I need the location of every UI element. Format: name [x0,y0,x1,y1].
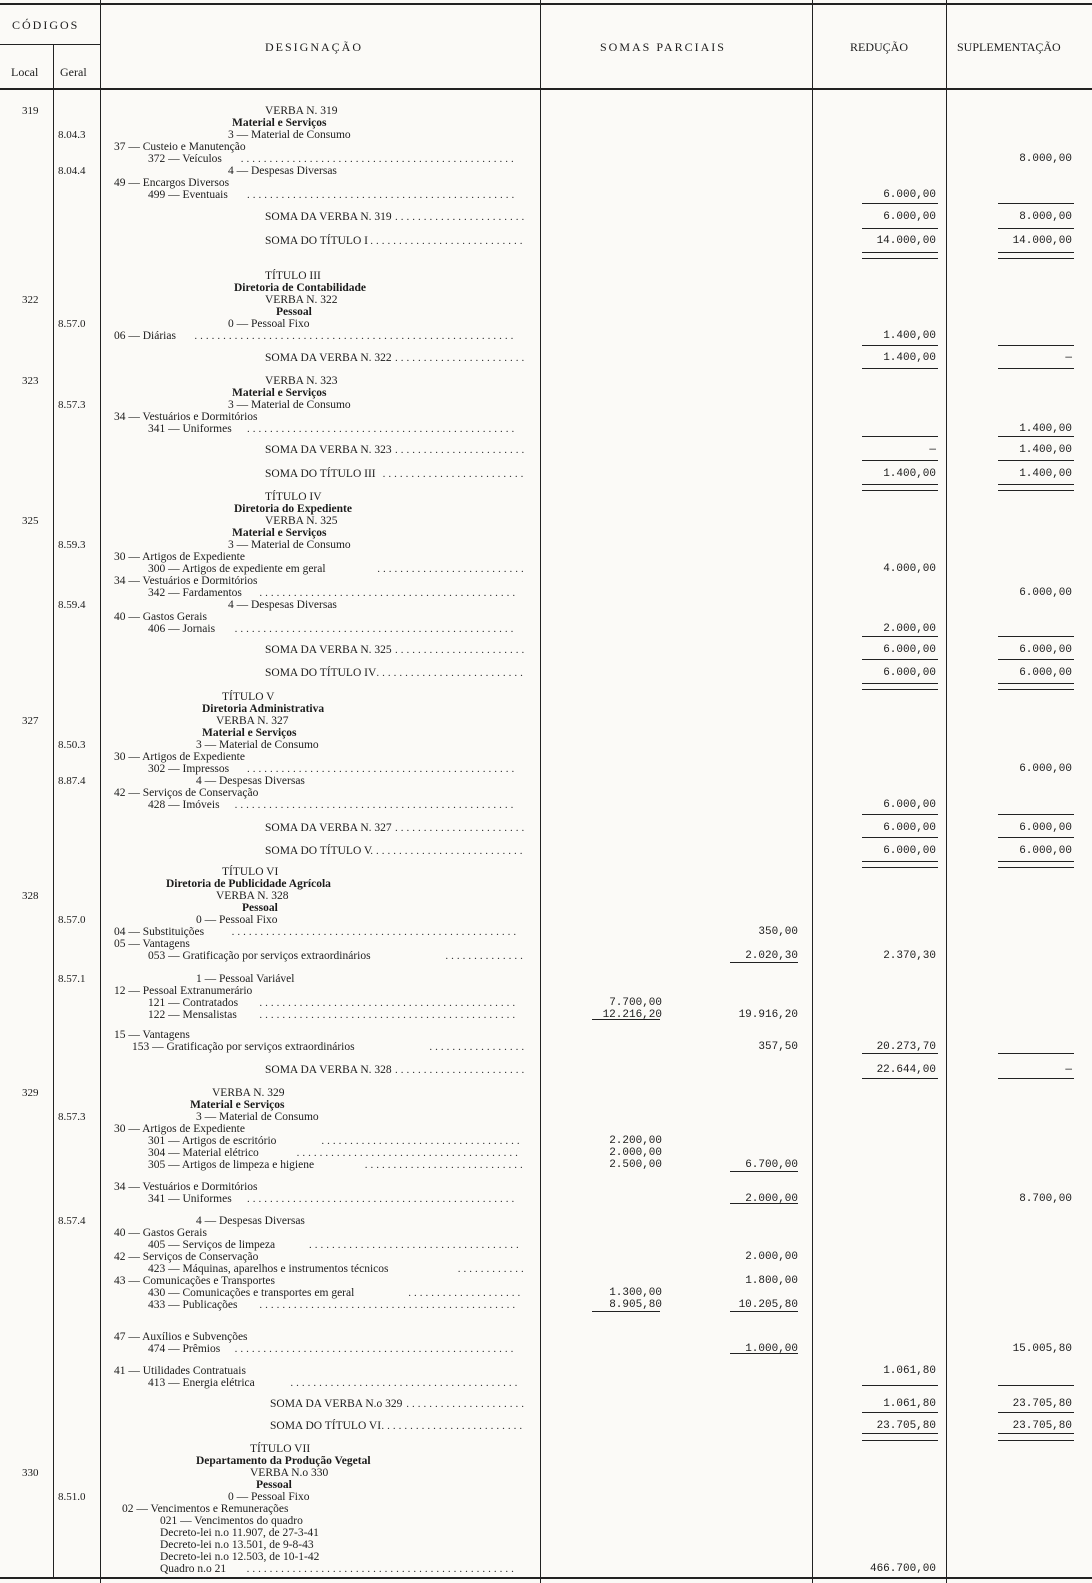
dot-leader: ....................... [395,644,528,656]
total-underline [862,659,938,660]
subtotal-label: SOMA DA VERBA N. 325 [265,644,392,656]
line-label: VERBA N. 319 [265,105,338,117]
col-red-divider [946,0,947,1583]
line-label: 37 — Custeio e Manutenção [114,141,246,153]
line-label: 430 — Comunicações e transportes em geral [148,1287,355,1299]
line-label: Material e Serviços [232,527,327,539]
line-label: 405 — Serviços de limpeza [148,1239,276,1251]
subtotal-label: SOMA DA VERBA N. 322 [265,352,392,364]
suplementacao-value: 6.000,00 [1019,587,1072,599]
suplementacao-value: 8.000,00 [1019,211,1072,223]
line-label: 34 — Vestuários e Dormitórios [114,575,258,587]
dot-leader: ....................... [395,352,528,364]
dot-leader: ....................... [395,1064,528,1076]
codigos-divider [0,44,100,45]
line-label: 0 — Pessoal Fixo [228,1491,310,1503]
dot-leader: ......................... [381,1420,526,1432]
line-label: 301 — Artigos de escritório [148,1135,277,1147]
line-label: Pessoal [242,902,278,914]
dot-leader: .......................... [377,563,527,575]
reducao-value: 1.400,00 [883,352,936,364]
col-desig-divider [540,0,541,1583]
reducao-value: 23.705,80 [876,1420,936,1432]
total-underline [998,1412,1074,1413]
line-label: 1 — Pessoal Variável [196,973,295,985]
total-underline [862,252,938,253]
code-local: 325 [22,515,39,527]
soma-parcial-1: 12.216,20 [602,1009,662,1021]
line-label: TÍTULO VII [250,1443,311,1455]
line-label: VERBA N. 325 [265,515,338,527]
line-label: Diretoria Administrativa [202,703,325,715]
line-label: 40 — Gastos Gerais [114,611,207,623]
total-underline [862,683,938,684]
line-label: Diretoria de Publicidade Agrícola [166,878,331,890]
reducao-value: — [929,444,936,456]
line-label: 342 — Fardamentos [148,587,242,599]
code-local: 330 [22,1467,39,1479]
subtotal-label: SOMA DO TÍTULO V [265,845,373,857]
total-underline [998,659,1074,660]
subtotal-label: SOMA DA VERBA N.o 329 [270,1398,403,1410]
code-geral: 8.57.3 [58,1111,86,1123]
line-label: 49 — Encargos Diversos [114,177,230,189]
line-label: Diretoria do Expediente [234,503,352,515]
dot-leader: ............................................. [259,997,519,1009]
line-label: Departamento da Produção Vegetal [196,1455,371,1467]
line-label: VERBA N. 327 [216,715,289,727]
total-underline [730,1203,798,1204]
total-underline [998,436,1074,437]
total-underline [998,683,1074,684]
line-label: TÍTULO V [222,691,275,703]
total-underline [592,1019,660,1020]
total-underline [862,1440,938,1441]
total-underline [862,1412,938,1413]
dot-leader: ............................................. [259,1009,519,1021]
total-underline [862,1078,938,1079]
code-geral: 8.59.4 [58,599,86,611]
subtotal-label: SOMA DA VERBA N. 319 [265,211,392,223]
line-label: 021 — Vencimentos do quadro [160,1515,303,1527]
line-label: 42 — Serviços de Conservação [114,1251,259,1263]
reducao-value: 6.000,00 [883,799,936,811]
reducao-value: 6.000,00 [883,822,936,834]
line-label: 42 — Serviços de Conservação [114,787,259,799]
line-label: VERBA N. 328 [216,890,289,902]
suplementacao-value: 23.705,80 [1012,1420,1072,1432]
total-underline [862,861,938,862]
header-geral: Geral [60,65,87,79]
suplementacao-value: 23.705,80 [1012,1398,1072,1410]
col-somas-divider [812,0,813,1583]
line-label: 41 — Utilidades Contratuais [114,1365,246,1377]
total-underline [998,814,1074,815]
dot-leader: ........................... [370,235,526,247]
line-label: 30 — Artigos de Expediente [114,1123,245,1135]
total-underline [998,252,1074,253]
line-label: Decreto-lei n.o 12.503, de 10-1-42 [160,1551,320,1563]
header-codigos: CÓDIGOS [12,18,80,32]
header-reducao: REDUÇÃO [850,40,909,54]
subtotal-label: SOMA DA VERBA N. 323 [265,444,392,456]
line-label: 304 — Material elétrico [148,1147,259,1159]
total-underline [862,490,938,491]
subtotal-label: SOMA DO TÍTULO I [265,235,368,247]
total-underline [998,689,1074,690]
total-underline [592,1311,660,1312]
total-underline [998,861,1074,862]
dot-leader: ............................................... [247,763,518,775]
line-label: 300 — Artigos de expediente em geral [148,563,326,575]
soma-parcial-2: 1.800,00 [745,1275,798,1287]
suplementacao-value: 8.700,00 [1019,1193,1072,1205]
line-label: 05 — Vantagens [114,938,190,950]
line-label: Material e Serviços [232,117,327,129]
code-local: 322 [22,294,39,306]
header-rule [0,88,1092,90]
total-underline [998,1078,1074,1079]
soma-parcial-1: 1.300,00 [609,1287,662,1299]
line-label: 341 — Uniformes [148,1193,232,1205]
line-label: 4 — Despesas Diversas [228,599,337,611]
dot-leader: ..................... [406,1398,527,1410]
soma-parcial-2: 10.205,80 [738,1299,798,1311]
total-underline [998,203,1074,204]
code-local: 323 [22,375,39,387]
code-geral: 8.59.3 [58,539,86,551]
total-underline [862,460,938,461]
dot-leader: ................. [429,1041,528,1053]
code-local: 319 [22,105,39,117]
suplementacao-value: 6.000,00 [1019,822,1072,834]
line-label: 04 — Substituições [114,926,205,938]
header-designacao: DESIGNAÇÃO [265,40,363,54]
line-label: 30 — Artigos de Expediente [114,751,245,763]
reducao-value: 6.000,00 [883,667,936,679]
total-underline [862,689,938,690]
total-underline [730,1353,798,1354]
dot-leader: ............................................... [247,423,518,435]
dot-leader: .............. [445,950,526,962]
total-underline [862,345,938,346]
line-label: Decreto-lei n.o 11.907, de 27-3-41 [160,1527,319,1539]
dot-leader: ............................ [364,1159,526,1171]
total-underline [862,814,938,815]
suplementacao-value: 14.000,00 [1012,235,1072,247]
subtotal-label: SOMA DO TÍTULO III [265,468,376,480]
total-underline [730,962,798,963]
line-label: 30 — Artigos de Expediente [114,551,245,563]
total-underline [998,368,1074,369]
reducao-value: 2.370,30 [883,950,936,962]
line-label: 0 — Pessoal Fixo [196,914,278,926]
dot-leader: ............................................... [246,1563,517,1575]
line-label: 122 — Mensalistas [148,1009,237,1021]
line-label: Material e Serviços [232,387,327,399]
soma-parcial-1: 8.905,80 [609,1299,662,1311]
col-local-divider [53,44,54,1577]
suplementacao-value: 6.000,00 [1019,644,1072,656]
total-underline [862,867,938,868]
code-local: 329 [22,1087,39,1099]
total-underline [998,484,1074,485]
line-label: Material e Serviços [202,727,297,739]
subtotal-label: SOMA DA VERBA N. 328 [265,1064,392,1076]
line-label: 47 — Auxílios e Subvenções [114,1331,248,1343]
suplementacao-value: — [1065,1064,1072,1076]
line-label: TÍTULO III [265,270,321,282]
dot-leader: ............................................... [247,1193,518,1205]
line-label: Quadro n.o 21 [160,1563,227,1575]
line-label: Pessoal [256,1479,292,1491]
total-underline [998,837,1074,838]
total-underline [998,490,1074,491]
subtotal-label: SOMA DO TÍTULO IV [265,667,377,679]
total-underline [998,636,1074,637]
line-label: 34 — Vestuários e Dormitórios [114,1181,258,1193]
dot-leader: ............ [457,1263,527,1275]
reducao-value: 6.000,00 [883,845,936,857]
line-label: VERBA N. 329 [212,1087,285,1099]
total-underline [730,1171,798,1172]
dot-leader: .......................... [376,667,526,679]
code-geral: 8.57.1 [58,973,86,985]
header-local: Local [11,65,39,79]
soma-parcial-2: 2.020,30 [745,950,798,962]
total-underline [730,1311,798,1312]
reducao-value: 1.061,80 [883,1365,936,1377]
suplementacao-value: — [1065,352,1072,364]
line-label: 413 — Energia elétrica [148,1377,255,1389]
line-label: 34 — Vestuários e Dormitórios [114,411,258,423]
suplementacao-value: 1.400,00 [1019,423,1072,435]
total-underline [998,867,1074,868]
total-underline [862,228,938,229]
line-label: 406 — Jornais [148,623,216,635]
soma-parcial-1: 2.000,00 [609,1147,662,1159]
line-label: 3 — Material de Consumo [228,539,351,551]
dot-leader: ................................................. [234,1343,517,1355]
code-local: 327 [22,715,39,727]
reducao-value: 1.400,00 [883,468,936,480]
top-rule [0,3,1092,5]
reducao-value: 6.000,00 [883,211,936,223]
line-label: 305 — Artigos de limpeza e higiene [148,1159,315,1171]
reducao-value: 1.400,00 [883,330,936,342]
soma-parcial-2: 6.700,00 [745,1159,798,1171]
dot-leader: ........................................ [290,1377,521,1389]
total-underline [862,837,938,838]
total-underline [862,368,938,369]
total-underline [862,436,938,437]
line-label: 12 — Pessoal Extranumerário [114,985,253,997]
total-underline [998,1433,1074,1434]
line-label: 4 — Despesas Diversas [228,165,337,177]
dot-leader: ........................... [370,845,526,857]
code-geral: 8.04.3 [58,129,86,141]
dot-leader: ..................................... [309,1239,522,1251]
dot-leader: ............................................. [259,587,519,599]
soma-parcial-2: 357,50 [758,1041,798,1053]
line-label: TÍTULO VI [222,866,279,878]
subtotal-label: SOMA DO TÍTULO VI [270,1420,382,1432]
line-label: 4 — Despesas Diversas [196,1215,305,1227]
dot-leader: ......................... [382,468,527,480]
dot-leader: ....................................... [296,1147,521,1159]
line-label: 15 — Vantagens [114,1029,190,1041]
line-label: 499 — Eventuais [148,189,228,201]
code-geral: 8.04.4 [58,165,86,177]
soma-parcial-2: 2.000,00 [745,1193,798,1205]
line-label: 053 — Gratificação por serviços extraordinários [148,950,371,962]
total-underline [998,228,1074,229]
reducao-value: 14.000,00 [876,235,936,247]
total-underline [862,484,938,485]
dot-leader: ........................................................ [194,330,517,342]
line-label: Material e Serviços [190,1099,285,1111]
suplementacao-value: 8.000,00 [1019,153,1072,165]
code-geral: 8.51.0 [58,1491,86,1503]
code-geral: 8.87.4 [58,775,86,787]
soma-parcial-2: 2.000,00 [745,1251,798,1263]
header-somas-parciais: SOMAS PARCIAIS [600,40,726,54]
dot-leader: .................................................. [231,926,520,938]
line-label: 423 — Máquinas, aparelhos e instrumentos técnicos [148,1263,389,1275]
line-label: VERBA N. 323 [265,375,338,387]
total-underline [862,258,938,259]
line-label: 121 — Contratados [148,997,239,1009]
dot-leader: ............................................... [247,189,518,201]
dot-leader: ................................... [321,1135,523,1147]
soma-parcial-2: 19.916,20 [738,1009,798,1021]
line-label: TÍTULO IV [265,491,322,503]
line-label: 372 — Veículos [148,153,222,165]
line-label: 3 — Material de Consumo [228,129,351,141]
total-underline [862,1053,938,1054]
line-label: 40 — Gastos Gerais [114,1227,207,1239]
total-underline [862,1433,938,1434]
line-label: 4 — Despesas Diversas [196,775,305,787]
soma-parcial-2: 1.000,00 [745,1343,798,1355]
total-underline [998,345,1074,346]
reducao-value: 1.061,80 [883,1398,936,1410]
dot-leader: ................................................. [234,799,517,811]
total-underline [998,258,1074,259]
line-label: 43 — Comunicações e Transportes [114,1275,275,1287]
total-underline [998,1053,1074,1054]
reducao-value: 22.644,00 [876,1064,936,1076]
line-label: Diretoria de Contabilidade [234,282,367,294]
suplementacao-value: 1.400,00 [1019,444,1072,456]
col-codes-divider [100,0,101,1583]
dot-leader: ....................... [395,444,528,456]
dot-leader: ....................... [395,211,528,223]
reducao-value: 6.000,00 [883,189,936,201]
total-underline [862,203,938,204]
line-label: 428 — Imóveis [148,799,220,811]
line-label: VERBA N. 322 [265,294,338,306]
reducao-value: 466.700,00 [869,1563,936,1575]
code-geral: 8.57.0 [58,318,86,330]
soma-parcial-1: 2.200,00 [609,1135,662,1147]
reducao-value: 20.273,70 [876,1041,936,1053]
line-label: 341 — Uniformes [148,423,232,435]
total-underline [998,460,1074,461]
line-label: 3 — Material de Consumo [228,399,351,411]
suplementacao-value: 6.000,00 [1019,763,1072,775]
dot-leader: ................................................ [240,153,517,165]
line-label: 06 — Diárias [114,330,176,342]
line-label: 433 — Publicações [148,1299,238,1311]
dot-leader: ....................... [395,822,528,834]
suplementacao-value: 6.000,00 [1019,845,1072,857]
suplementacao-value: 15.005,80 [1012,1343,1072,1355]
dot-leader: .................... [408,1287,524,1299]
code-geral: 8.50.3 [58,739,86,751]
reducao-value: 4.000,00 [883,563,936,575]
line-label: 3 — Material de Consumo [196,739,319,751]
line-label: 474 — Prêmios [148,1343,221,1355]
soma-parcial-2: 350,00 [758,926,798,938]
dot-leader: ............................................. [259,1299,519,1311]
line-label: 302 — Impressos [148,763,230,775]
reducao-value: 6.000,00 [883,644,936,656]
suplementacao-value: 6.000,00 [1019,667,1072,679]
line-label: VERBA N.o 330 [250,1467,329,1479]
header-suplementacao: SUPLEMENTAÇÃO [957,40,1061,54]
suplementacao-value: 1.400,00 [1019,468,1072,480]
total-underline [862,1385,938,1386]
line-label: 0 — Pessoal Fixo [228,318,310,330]
soma-parcial-1: 7.700,00 [609,997,662,1009]
line-label: Decreto-lei n.o 13.501, de 9-8-43 [160,1539,314,1551]
code-geral: 8.57.0 [58,914,86,926]
total-underline [998,1385,1074,1386]
line-label: 153 — Gratificação por serviços extraordinários [132,1041,355,1053]
total-underline [998,1440,1074,1441]
dot-leader: ................................................. [234,623,517,635]
line-label: 3 — Material de Consumo [196,1111,319,1123]
line-label: Pessoal [276,306,312,318]
code-local: 328 [22,890,39,902]
total-underline [862,636,938,637]
soma-parcial-1: 2.500,00 [609,1159,662,1171]
bottom-rule [0,1577,1092,1579]
code-geral: 8.57.4 [58,1215,86,1227]
reducao-value: 2.000,00 [883,623,936,635]
line-label: 02 — Vencimentos e Remunerações [122,1503,289,1515]
code-geral: 8.57.3 [58,399,86,411]
subtotal-label: SOMA DA VERBA N. 327 [265,822,392,834]
